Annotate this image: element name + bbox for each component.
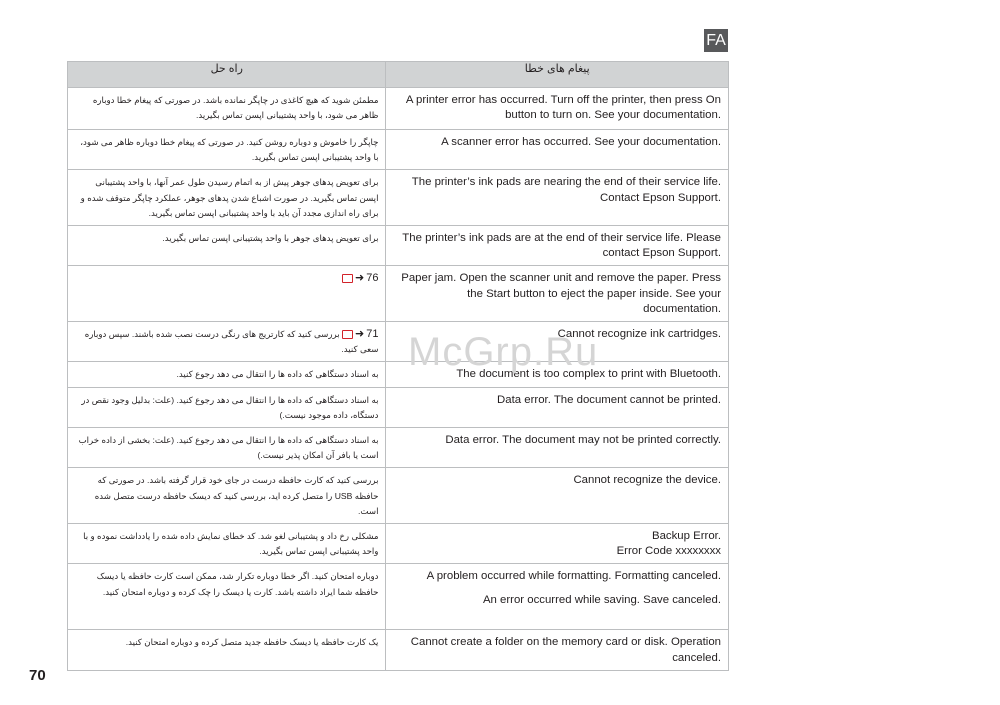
page-reference [342, 271, 378, 286]
table-body [68, 88, 729, 671]
error-message-text: Cannot recognize the device. [573, 474, 721, 487]
error-message-text: A scanner error has occurred. See your documentation. [441, 136, 721, 148]
page-number: 70 [29, 667, 46, 684]
message-cell [386, 468, 729, 524]
error-message-text: Cannot create a folder on the memory card or disk. Operation canceled. [410, 636, 721, 664]
solution-cell [68, 362, 386, 387]
solution-cell [68, 88, 386, 130]
table-row [68, 524, 729, 564]
error-message-text: Backup Error. Error Code xxxxxxxx [616, 530, 721, 558]
table-row [68, 322, 729, 362]
solution-text: بررسی کنید که کارتریج های رنگی درست نصب شده باشند. سپس دوباره سعی کنید. [84, 329, 379, 355]
error-message-text: Data error. The document cannot be printed. [497, 393, 721, 406]
solution-cell [68, 130, 386, 170]
table-row [68, 130, 729, 170]
error-message-text: A problem occurred while formatting. Formatting canceled. [426, 570, 721, 583]
language-badge: FA [704, 29, 728, 52]
reference-page-number: 76 [366, 272, 379, 285]
solution-cell [68, 170, 386, 226]
table-row [68, 387, 729, 427]
table-row [68, 88, 729, 130]
solution-text: مشکلی رخ داد و پشتیبانی لغو شد. کد خطای نمایش داده شده را یادداشت نموده و با واحد پشتیبانی اپسن تماس بگیرید. [83, 531, 379, 557]
message-cell [386, 524, 729, 564]
message-cell [386, 88, 729, 130]
arrow-right-icon: ➜ [355, 328, 365, 341]
solution-text: دوباره امتحان کنید. اگر خطا دوباره تکرار شد، ممکن است کارت حافظه یا دیسک حافظه شما ایراد داشته باشد. کارت یا دیسک را چک کرده و دوباره امتحان کنید. [96, 571, 379, 597]
table-row [68, 226, 729, 266]
message-cell [386, 362, 729, 387]
manual-book-icon [342, 274, 353, 283]
solution-text: بررسی کنید که کارت حافظه درست در جای خود قرار گرفته باشد. در صورتی که حافظه USB را متصل کرده اید، بررسی کنید که دیسک حافظه درست متصل شده است. [94, 475, 379, 516]
solution-cell [68, 524, 386, 564]
page-reference [342, 327, 378, 342]
message-cell [386, 226, 729, 266]
message-cell [386, 130, 729, 170]
table-row [68, 468, 729, 524]
table-row [68, 428, 729, 468]
table-row [68, 564, 729, 630]
solution-text: به اسناد دستگاهی که داده ها را انتقال می دهد رجوع کنید. [176, 369, 379, 380]
error-message-text: Cannot recognize ink cartridges. [557, 328, 721, 341]
table-row [68, 266, 729, 322]
solution-cell [68, 226, 386, 266]
message-header: پیغام های خطا [386, 62, 729, 88]
error-message-text: The printer’s ink pads are at the end of their service life. Please contact Epson Support. [402, 232, 721, 260]
error-message-text: An error occurred while saving. Save canceled. [482, 593, 721, 606]
error-message-text: A printer error has occurred. Turn off the printer, then press On button to turn on. See your documentation. [405, 94, 721, 122]
message-cell [386, 630, 729, 670]
message-cell [386, 387, 729, 427]
error-message-text: The document is too complex to print with Bluetooth. [456, 368, 721, 381]
solution-text: چاپگر را خاموش و دوباره روشن کنید. در صورتی که پیغام خطا دوباره ظاهر می شود، با واحد پشتیبانی اپسن تماس بگیرید. [80, 137, 379, 163]
watermark: McGrp.Ru [408, 330, 599, 374]
solution-cell [68, 564, 386, 630]
message-cell [386, 428, 729, 468]
solution-cell [68, 322, 386, 362]
solution-cell [68, 630, 386, 670]
message-cell [386, 266, 729, 322]
solution-text: به اسناد دستگاهی که داده ها را انتقال می دهد رجوع کنید. (علت: بدلیل وجود نقص در دستگاه، داده موجود نیست.) [81, 394, 379, 420]
error-message-text: Paper jam. Open the scanner unit and remove the paper. Press the Start button to eject the paper inside. See your documentation. [401, 272, 721, 315]
table-row [68, 170, 729, 226]
message-cell [386, 170, 729, 226]
reference-page-number: 71 [366, 328, 379, 341]
solution-cell [68, 428, 386, 468]
message-cell [386, 564, 729, 630]
solution-text: برای تعویض پدهای جوهر با واحد پشتیبانی اپسن تماس بگیرید. [162, 233, 379, 244]
message-cell [386, 322, 729, 362]
error-message-text: Data error. The document may not be printed correctly. [445, 434, 721, 447]
solution-cell [68, 266, 386, 322]
manual-book-icon [342, 330, 353, 339]
solution-cell [68, 387, 386, 427]
table-row [68, 362, 729, 387]
solution-cell [68, 468, 386, 524]
solution-text: برای تعویض پدهای جوهر پیش از به اتمام رسیدن طول عمر آنها، با واحد پشتیبانی اپسن تماس بگیرید. در صورت اشباع شدن پدهای جوهر، عملکرد چاپگر متوقف شده و برای راه اندازی مجدد آن باید با واحد پشتیبانی اپسن تماس بگیرید. [80, 177, 379, 218]
solution-text: مطمئن شوید که هیچ کاغذی در چاپگر نمانده باشد. در صورتی که پیغام خطا دوباره ظاهر می شود، با واحد پشتیبانی اپسن تماس بگیرید. [92, 95, 379, 121]
solution-text: به اسناد دستگاهی که داده ها را انتقال می دهد رجوع کنید. (علت: بخشی از داده خراب است یا بافر آن امکان پذیر نیست.) [78, 435, 379, 461]
table-row [68, 630, 729, 670]
error-table [67, 61, 729, 671]
error-message-text: The printer’s ink pads are nearing the end of their service life. Contact Epson Support. [411, 176, 721, 204]
table-header-row [68, 62, 729, 88]
solution-header: راه حل [68, 62, 386, 88]
arrow-right-icon: ➜ [355, 272, 365, 285]
solution-text: یک کارت حافظه یا دیسک حافظه جدید متصل کرده و دوباره امتحان کنید. [125, 637, 379, 648]
